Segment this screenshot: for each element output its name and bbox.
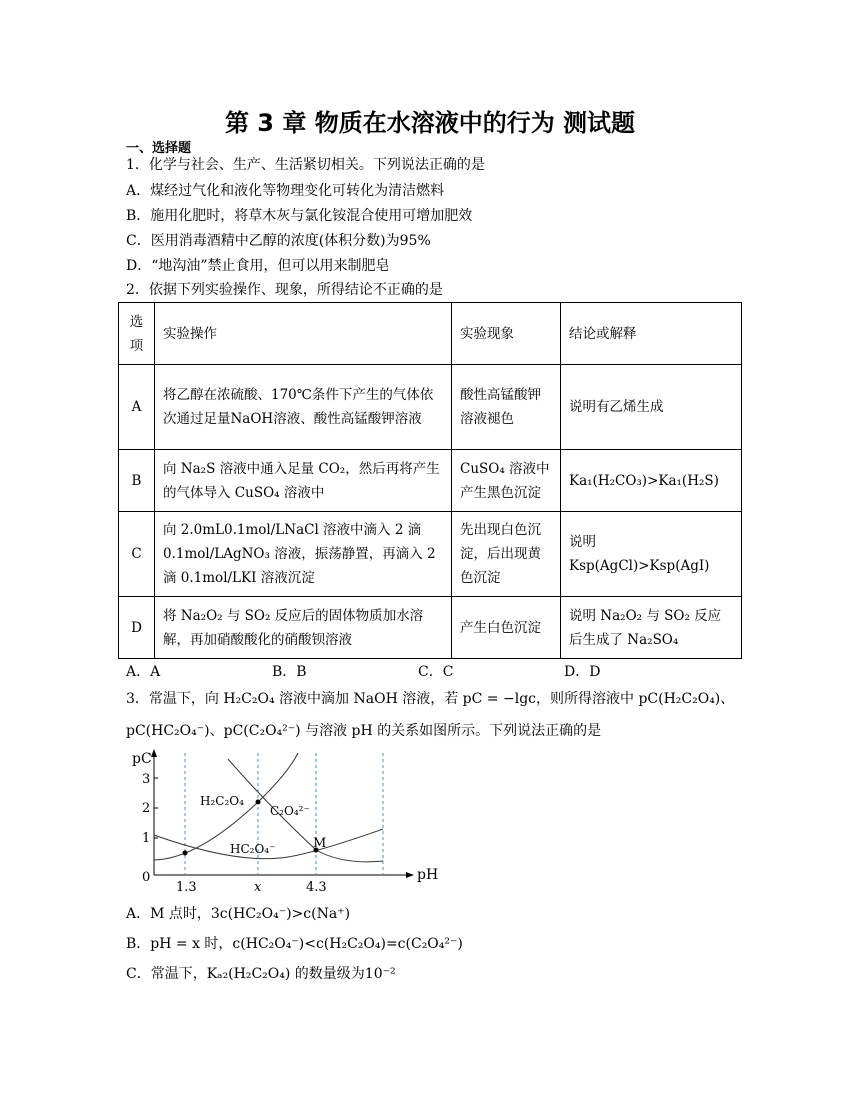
- q2-choices: [126, 661, 710, 681]
- q2-choice-b: B．B: [272, 664, 307, 680]
- header-operation: 实验操作: [155, 303, 452, 365]
- q2-stem: 2．依据下列实验操作、现象，所得结论不正确的是: [126, 282, 443, 298]
- pc-ph-graph: [118, 745, 448, 895]
- row-conclusion: Ka₁(H₂CO₃)>Ka₁(H₂S): [561, 450, 742, 512]
- x-tick-label: x: [254, 880, 262, 895]
- q2-choice-c: C．C: [418, 664, 454, 680]
- curve-label-hc2o4: HC₂O₄⁻: [230, 842, 276, 856]
- row-option: C: [119, 512, 155, 597]
- curve-label-c2o4: C₂O₄²⁻: [270, 804, 310, 818]
- row-phenomenon: 产生白色沉淀: [452, 597, 561, 659]
- row-operation: 将 Na₂O₂ 与 SO₂ 反应后的固体物质加水溶解，再加硝酸酸化的硝酸钡溶液: [155, 597, 452, 659]
- curve-label-h2c2o4: H₂C₂O₄: [200, 794, 244, 808]
- table-row: [119, 512, 742, 597]
- y-tick-label: 3: [142, 772, 151, 787]
- q2-choice-a: A．A: [126, 664, 161, 680]
- header-option: 选项: [119, 303, 155, 365]
- header-conclusion: 结论或解释: [561, 303, 742, 365]
- q1-option-d: D．“地沟油”禁止食用，但可以用来制肥皂: [126, 258, 390, 274]
- q1-option-b: B．施用化肥时，将草木灰与氯化铵混合使用可增加肥效: [126, 208, 473, 224]
- row-phenomenon: CuSO₄ 溶液中产生黑色沉淀: [452, 450, 561, 512]
- table-header-row: [119, 303, 742, 365]
- row-option: B: [119, 450, 155, 512]
- row-operation: 向 Na₂S 溶液中通入足量 CO₂，然后再将产生的气体导入 CuSO₄ 溶液中: [155, 450, 452, 512]
- page-title: 第 3 章 物质在水溶液中的行为 测试题: [224, 109, 636, 137]
- row-conclusion: 说明 Ksp(AgCl)>Ksp(AgI): [561, 512, 742, 597]
- row-option: A: [119, 365, 155, 450]
- row-conclusion: 说明有乙烯生成: [561, 365, 742, 450]
- row-conclusion: 说明 Na₂O₂ 与 SO₂ 反应后生成了 Na₂SO₄: [561, 597, 742, 659]
- table-row: [119, 450, 742, 512]
- table-row: [119, 597, 742, 659]
- q2-choice-d: D．D: [564, 664, 601, 680]
- intersection-point: [183, 851, 188, 856]
- q1-stem: 1．化学与社会、生产、生活紧切相关。下列说法正确的是: [126, 157, 485, 173]
- x-tick-label: 1.3: [176, 880, 197, 895]
- q1-option-c: C．医用消毒酒精中乙醇的浓度(体积分数)为95%: [126, 233, 431, 249]
- intersection-point: [256, 800, 261, 805]
- q1-option-a: A．煤经过气化和液化等物理变化可转化为清洁燃料: [126, 183, 445, 199]
- q3-stem-line1: 3．常温下，向 H₂C₂O₄ 溶液中滴加 NaOH 溶液，若 pC = −lgc，则所得溶液中 pC(H₂C₂O₄)、: [126, 691, 735, 707]
- row-option: D: [119, 597, 155, 659]
- q3-option-b: B．pH = x 时，c(HC₂O₄⁻)<c(H₂C₂O₄)=c(C₂O₄²⁻): [126, 936, 463, 952]
- row-phenomenon: 酸性高锰酸钾溶液褪色: [452, 365, 561, 450]
- y-tick-label: 2: [142, 801, 151, 816]
- row-operation: 将乙醇在浓硫酸、170℃条件下产生的气体依次通过足量NaOH溶液、酸性高锰酸钾溶液: [155, 365, 452, 450]
- row-operation: 向 2.0mL0.1mol/LNaCl 溶液中滴入 2 滴 0.1mol/LAgNO₃ 溶液，振荡静置，再滴入 2 滴 0.1mol/LKI 溶液沉淀: [155, 512, 452, 597]
- x-tick-label: 4.3: [306, 880, 327, 895]
- y-tick-label: 1: [142, 831, 151, 846]
- curve-label-m: M: [313, 836, 327, 851]
- row-phenomenon: 先出现白色沉淀，后出现黄色沉淀: [452, 512, 561, 597]
- x-axis-arrow: [406, 872, 414, 878]
- q3-stem-line2: pC(HC₂O₄⁻)、pC(C₂O₄²⁻) 与溶液 pH 的关系如图所示。下列说法正确的是: [126, 723, 602, 739]
- q3-option-a: A．M 点时，3c(HC₂O₄⁻)>c(Na⁺): [126, 906, 351, 922]
- x-axis-label: pH: [417, 867, 439, 883]
- y-axis-label: pC: [132, 751, 152, 767]
- y-tick-label: 0: [142, 870, 151, 885]
- y-axis-arrow: [151, 749, 157, 757]
- header-phenomenon: 实验现象: [452, 303, 561, 365]
- table-row: [119, 365, 742, 450]
- section-heading: 一、选择题: [126, 141, 192, 156]
- experiment-table: [118, 302, 742, 659]
- q3-option-c: C．常温下，Kₐ₂(H₂C₂O₄) 的数量级为10⁻²: [126, 966, 396, 982]
